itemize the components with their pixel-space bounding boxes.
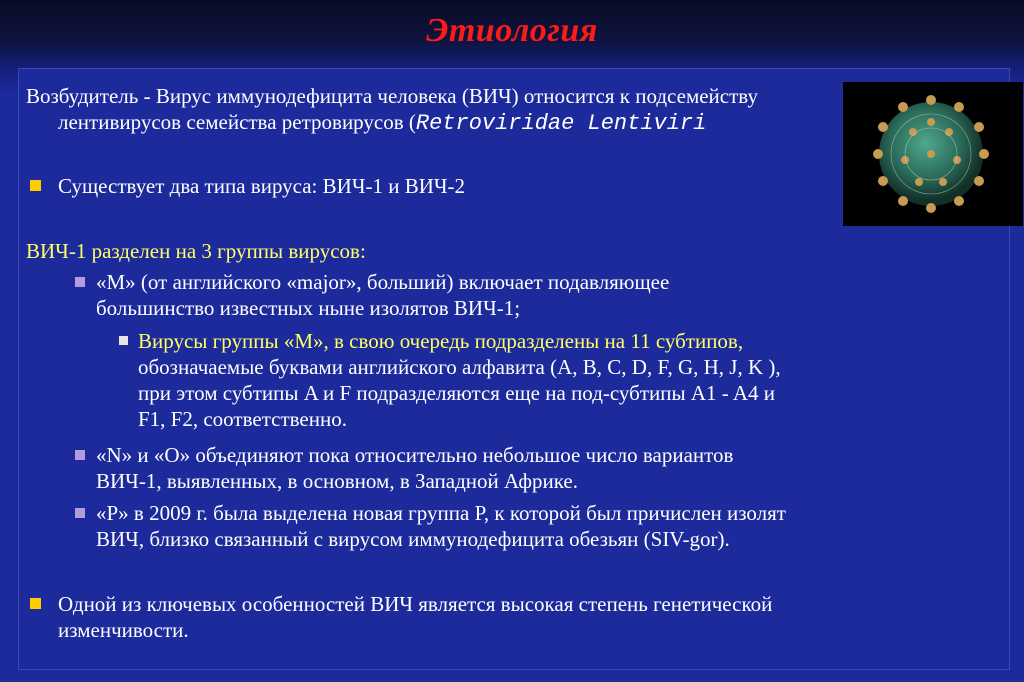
square-bullet-icon xyxy=(30,598,41,609)
variability-line-2: изменчивости. xyxy=(58,618,189,642)
square-bullet-icon xyxy=(75,508,85,518)
intro-line-1: Возбудитель - Вирус иммунодефицита человека (ВИЧ) относится к подсемейству xyxy=(26,84,758,108)
group-no-line-2: ВИЧ-1, выявленных, в основном, в Западной Африке. xyxy=(96,469,578,493)
hiv1-groups-heading: ВИЧ-1 разделен на 3 группы вирусов: xyxy=(26,239,366,263)
hiv-virus-illustration xyxy=(843,82,1023,226)
subtypes-line-3: при этом субтипы A и F подразделяются еще на под-субтипы A1 - A4 и xyxy=(138,381,775,405)
square-bullet-icon xyxy=(75,450,85,460)
two-types-text: Существует два типа вируса: ВИЧ-1 и ВИЧ-2 xyxy=(58,174,466,198)
intro-line-2 xyxy=(58,110,706,136)
latin-name: Retroviridae Lentiviri xyxy=(415,111,707,136)
group-no-line-1: «N» и «O» объединяют пока относительно небольшое число вариантов xyxy=(96,443,734,467)
square-bullet-icon xyxy=(75,277,85,287)
hiv-virus-image xyxy=(843,82,1023,226)
subtypes-line-2: обозначаемые буквами английского алфавита (A, B, C, D, F, G, H, J, K ), xyxy=(138,355,781,379)
square-bullet-icon xyxy=(30,180,41,191)
group-m-line-1: «М» (от английского «major», больший) включает подавляющее xyxy=(96,270,670,294)
subtypes-line-1: Вирусы группы «М», в свою очередь подразделены на 11 субтипов, xyxy=(138,329,744,353)
group-m-line-2: большинство известных ныне изолятов ВИЧ-1; xyxy=(96,296,521,320)
group-p-line-2: ВИЧ, близко связанный с вирусом иммунодефицита обезьян (SIV-gor). xyxy=(96,527,730,551)
slide-title: Этиология xyxy=(426,12,598,49)
subtypes-line-4: F1, F2, соответственно. xyxy=(138,407,347,431)
group-p-line-1: «P» в 2009 г. была выделена новая группа P, к которой был причислен изолят xyxy=(96,501,786,525)
intro-line-2-text: лентивирусов семейства ретровирусов ( xyxy=(58,110,416,134)
square-bullet-icon xyxy=(119,336,128,345)
variability-line-1: Одной из ключевых особенностей ВИЧ является высокая степень генетической xyxy=(58,592,773,616)
